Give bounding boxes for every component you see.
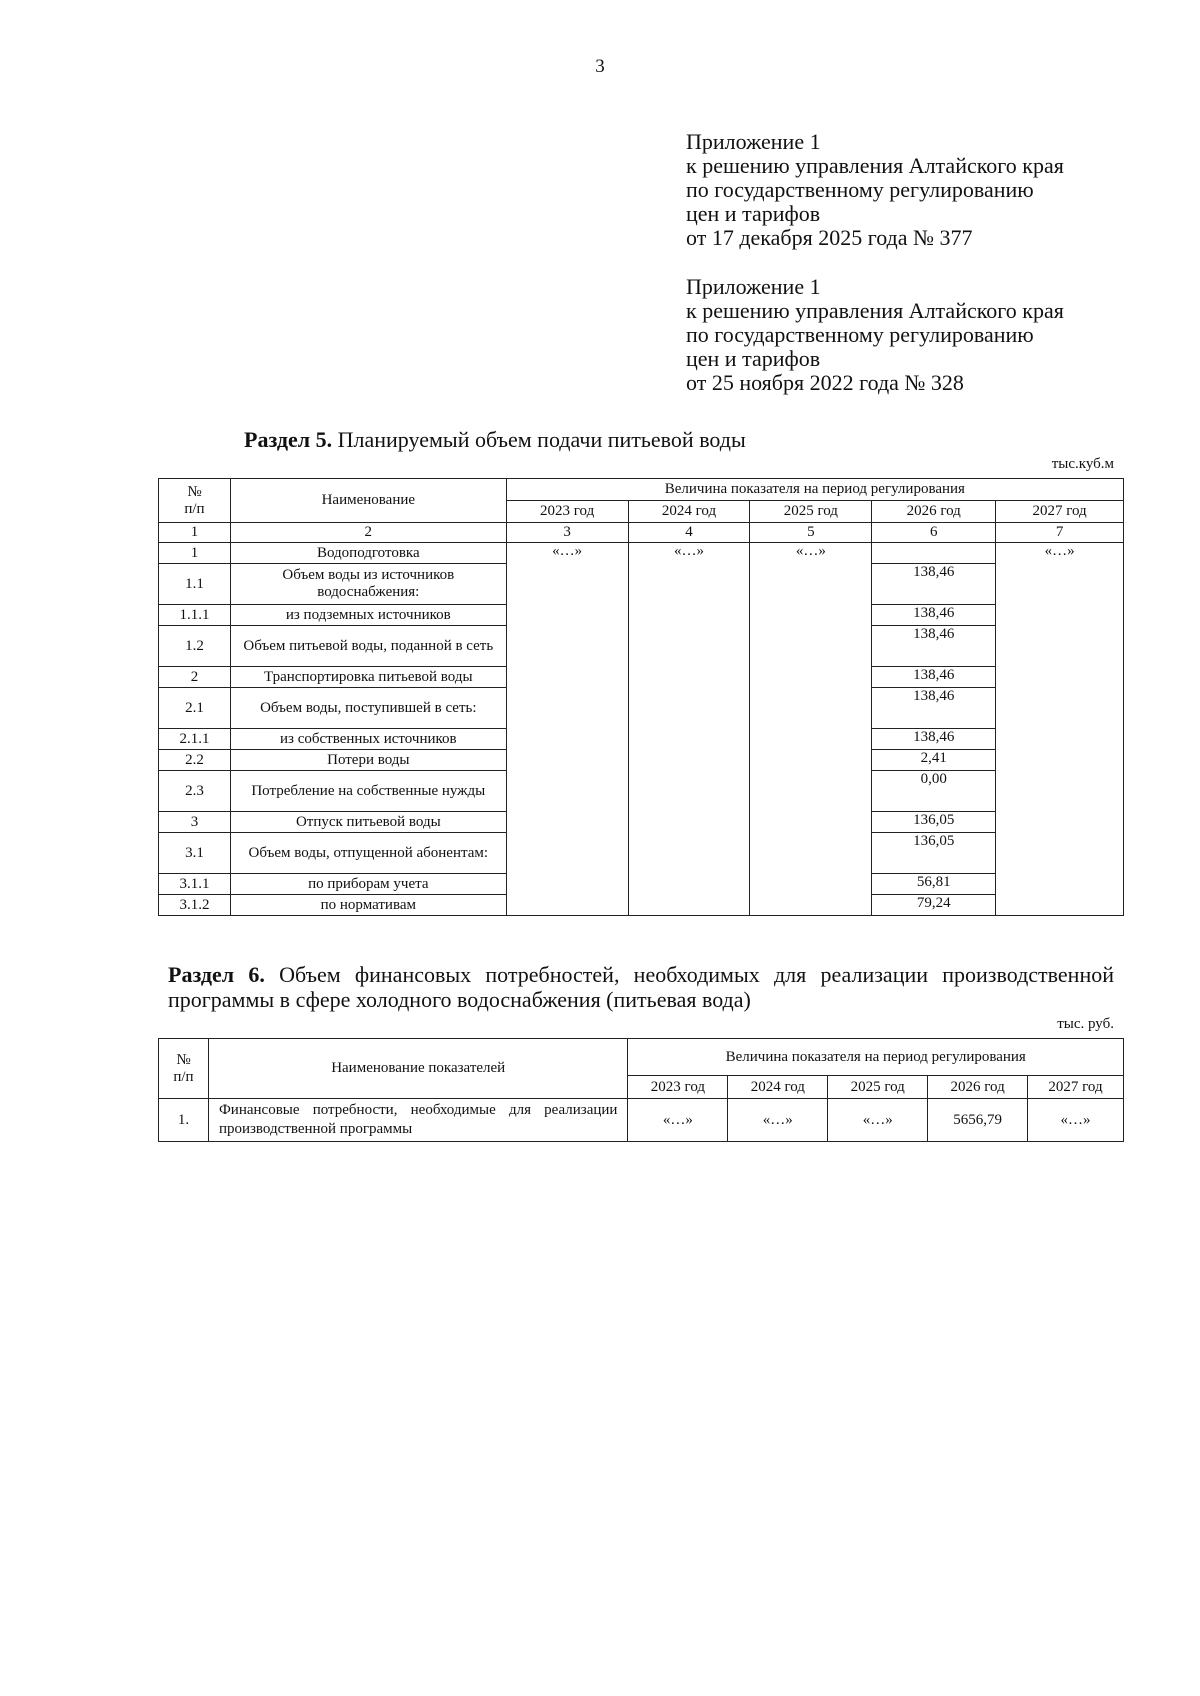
appendix-line: по государственному регулированию	[686, 322, 1034, 347]
value-2026: 136,05	[872, 833, 996, 874]
header-year: 2023 год	[628, 1076, 728, 1099]
row-name: Потери воды	[230, 750, 506, 771]
header-name: Наименование показателей	[208, 1039, 628, 1099]
header-year: 2027 год	[1028, 1076, 1124, 1099]
row-value: «…»	[828, 1099, 928, 1142]
column-number: 6	[872, 523, 996, 543]
header-year: 2025 год	[750, 501, 872, 523]
row-num: 1.	[159, 1099, 209, 1142]
appendix-line: к решению управления Алтайского края	[686, 298, 1064, 323]
row-num: 2	[159, 667, 231, 688]
appendix-line: цен и тарифов	[686, 201, 821, 226]
section6-title	[168, 962, 1114, 1012]
value-2026: 138,46	[872, 729, 996, 750]
row-name: из собственных источников	[230, 729, 506, 750]
row-name: Объем воды, поступившей в сеть:	[230, 688, 506, 729]
row-name: Объем воды, отпущенной абонентам:	[230, 833, 506, 874]
row-name: Транспортировка питьевой воды	[230, 667, 506, 688]
page-number: 3	[595, 56, 605, 77]
row-name: Отпуск питьевой воды	[230, 812, 506, 833]
value-2026: 138,46	[872, 626, 996, 667]
header-year: 2027 год	[996, 501, 1124, 523]
row-num: 2.1.1	[159, 729, 231, 750]
appendix-current	[686, 130, 1064, 250]
row-name: из подземных источников	[230, 605, 506, 626]
appendix-line: к решению управления Алтайского края	[686, 153, 1064, 178]
row-num: 2.3	[159, 771, 231, 812]
header-period: Величина показателя на период регулирования	[628, 1039, 1124, 1076]
appendix-previous	[686, 275, 1064, 395]
row-name: Объем воды из источников водоснабжения:	[230, 564, 506, 605]
value-2026: 138,46	[872, 688, 996, 729]
column-number: 7	[996, 523, 1124, 543]
appendix-line: по государственному регулированию	[686, 177, 1034, 202]
appendix-line: Приложение 1	[686, 274, 821, 299]
section5-unit: тыс.куб.м	[1051, 456, 1114, 472]
value-2026: 136,05	[872, 812, 996, 833]
header-year: 2025 год	[828, 1076, 928, 1099]
section5-title	[244, 427, 746, 452]
column-number: 3	[506, 523, 628, 543]
placeholder-value: «…»	[750, 543, 872, 916]
value-2026: 79,24	[872, 895, 996, 916]
row-name: Финансовые потребности, необходимые для реализации производственной программы	[208, 1099, 628, 1142]
value-2026: 2,41	[872, 750, 996, 771]
section6-title-text: Объем финансовых потребностей, необходимых для реализации производственной программы в сфере холодного водоснабжения (питьевая вода)	[168, 962, 1114, 1012]
row-num: 1.1.1	[159, 605, 231, 626]
appendix-line: от 17 декабря 2025 года № 377	[686, 225, 973, 250]
value-2026: 0,00	[872, 771, 996, 812]
table-row	[159, 543, 1124, 564]
section5-title-text: Планируемый объем подачи питьевой воды	[332, 427, 746, 452]
section5-title-label: Раздел 5.	[244, 427, 333, 452]
section5-table-body	[159, 479, 1124, 916]
value-2026	[872, 543, 996, 564]
row-name: Объем питьевой воды, поданной в сеть	[230, 626, 506, 667]
row-num: 1.1	[159, 564, 231, 605]
appendix-line: цен и тарифов	[686, 346, 821, 371]
row-num: 3.1.2	[159, 895, 231, 916]
row-name: по нормативам	[230, 895, 506, 916]
column-number: 5	[750, 523, 872, 543]
header-year: 2024 год	[728, 1076, 828, 1099]
row-num: 1	[159, 543, 231, 564]
row-num: 3	[159, 812, 231, 833]
row-name: по приборам учета	[230, 874, 506, 895]
appendix-line: от 25 ноября 2022 года № 328	[686, 370, 964, 395]
value-2026: 138,46	[872, 667, 996, 688]
placeholder-value: «…»	[996, 543, 1124, 916]
row-value: «…»	[1028, 1099, 1124, 1142]
value-2026: 56,81	[872, 874, 996, 895]
section6-title-label: Раздел 6.	[168, 962, 265, 987]
column-number: 4	[628, 523, 750, 543]
header-year: 2024 год	[628, 501, 750, 523]
row-value: «…»	[728, 1099, 828, 1142]
row-value: «…»	[628, 1099, 728, 1142]
row-num: 3.1	[159, 833, 231, 874]
header-num: № п/п	[159, 479, 231, 523]
row-value: 5656,79	[928, 1099, 1028, 1142]
header-year: 2023 год	[506, 501, 628, 523]
value-2026: 138,46	[872, 564, 996, 605]
table-row	[159, 1099, 1124, 1142]
header-name: Наименование	[230, 479, 506, 523]
row-name: Водоподготовка	[230, 543, 506, 564]
header-period: Величина показателя на период регулирования	[506, 479, 1123, 501]
section5-table	[158, 478, 1124, 916]
header-year: 2026 год	[872, 501, 996, 523]
appendix-line: Приложение 1	[686, 129, 821, 154]
section6-unit: тыс. руб.	[1057, 1016, 1114, 1032]
value-2026: 138,46	[872, 605, 996, 626]
placeholder-value: «…»	[628, 543, 750, 916]
row-num: 3.1.1	[159, 874, 231, 895]
header-num: № п/п	[159, 1039, 209, 1099]
row-num: 1.2	[159, 626, 231, 667]
column-number: 2	[230, 523, 506, 543]
section6-table	[158, 1038, 1124, 1142]
header-year: 2026 год	[928, 1076, 1028, 1099]
row-name: Потребление на собственные нужды	[230, 771, 506, 812]
row-num: 2.1	[159, 688, 231, 729]
column-number: 1	[159, 523, 231, 543]
placeholder-value: «…»	[506, 543, 628, 916]
row-num: 2.2	[159, 750, 231, 771]
